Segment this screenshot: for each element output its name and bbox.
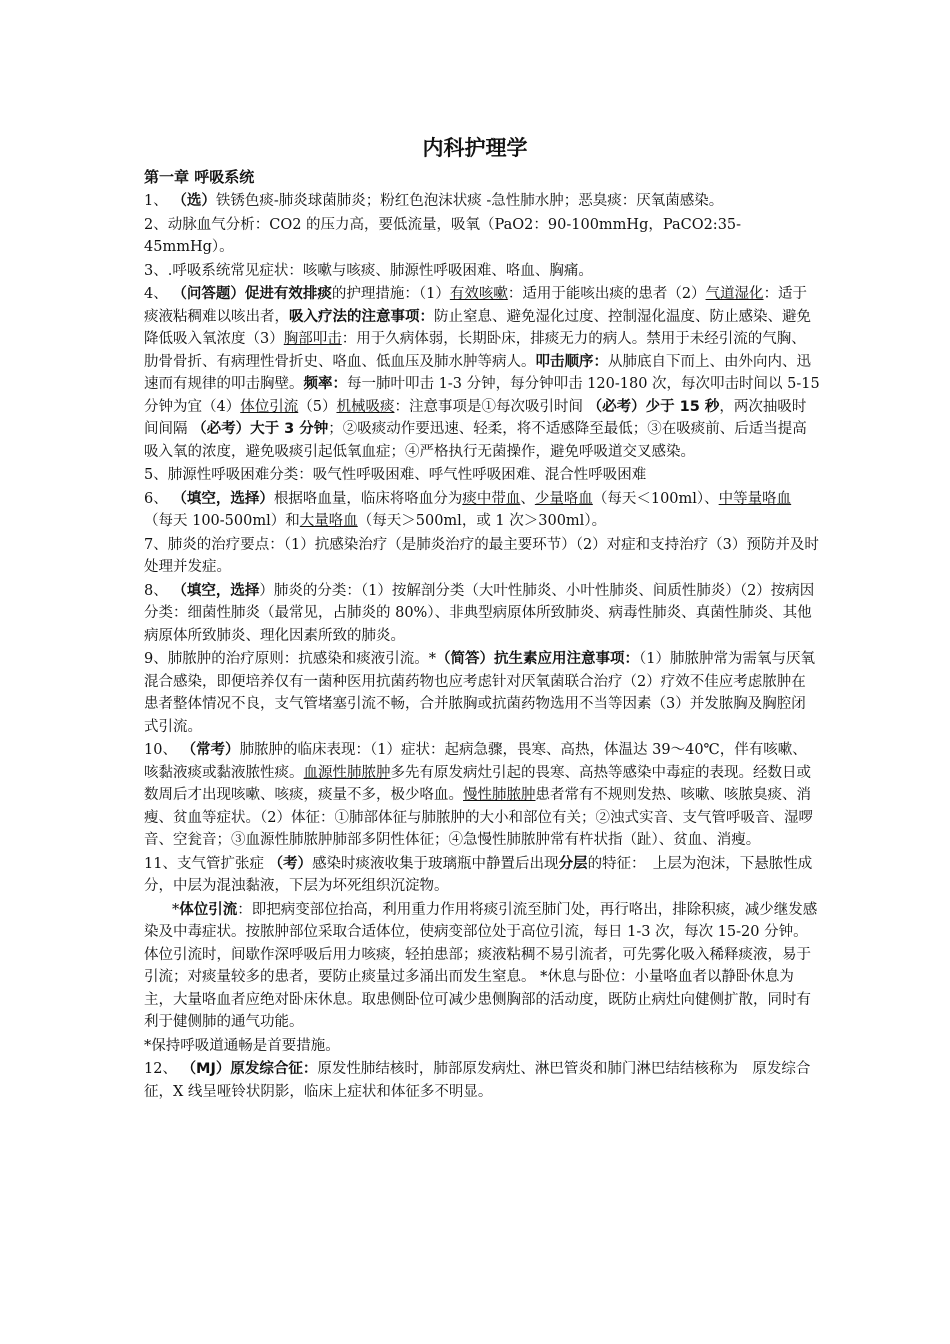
text-run: 原发性肺结核时，肺部原发病灶、淋巴管炎和肺门淋巴结结核称为 原发综合征，X 线呈哑铃状阴影，临床上症状和体征多不明显。: [144, 1061, 811, 1100]
chapter-heading: 第一章 呼吸系统: [144, 168, 255, 186]
bold-text: （必考）少于 15 秒: [587, 398, 720, 415]
bold-text: （常考）: [181, 742, 240, 758]
bold-text: 分层: [558, 855, 588, 872]
text-run: （5）: [298, 398, 337, 415]
underlined-text: 血源性肺脓肿: [303, 764, 391, 781]
paragraph: [144, 1035, 820, 1058]
bold-text: （选）: [172, 193, 216, 209]
text-run: 感染时痰液收集于玻璃瓶中静置后出现: [312, 855, 559, 872]
text-run: 每一肺叶叩击 1-3 分钟，每分钟叩击 120-180 次，每次叩击时间以 5-15 分钟为宜（4）: [144, 376, 820, 415]
text-run: 、: [520, 490, 535, 507]
underlined-text: 大量咯血: [299, 513, 358, 529]
paragraph: [144, 464, 820, 487]
text-run: 3、.呼吸系统常见症状：咳嗽与咳痰、肺源性呼吸困难、咯血、胸痛。: [144, 262, 593, 279]
text-run: ，两次抽吸时间间隔: [144, 398, 807, 437]
text-run: 患者常有不规则发热、咳嗽、咳脓臭痰、消瘦、贫血等症状。（2）体征：①肺部体征与肺脓肿的大小和部位有关；②浊式实音、支气管呼吸音、湿啰音、空瓮音；③血源性肺脓肿肺部多阴性体征；④急慢性肺脓肿常有杵状指（趾）、贫血、消瘦。: [144, 787, 813, 848]
text-run: （1）肺脓肿常为需氧与厌氧混合感染，即便培养仅有一菌种医用抗菌药物也应考虑针对厌氧菌联合治疗（2）疗效不佳应考虑脓肿在患者整体情况不良，支气管堵塞引流不畅，合并脓胸或抗菌药物选用不当等因素（3）并发脓胸及胸腔闭式引流。: [144, 651, 815, 735]
text-run: 从肺底自下而上、由外向内、迅速而有规律的叩击胸壁。: [144, 353, 811, 392]
text-run: 8、: [144, 582, 173, 599]
text-run: （每天 100-500ml）和: [144, 513, 300, 529]
bold-text: （填空，选择）: [172, 490, 274, 507]
text-run: 4、: [144, 286, 173, 302]
underlined-text: 中等量咯血: [718, 490, 792, 507]
bold-text: （问答题）促进有效排痰: [172, 286, 332, 302]
paragraph: [144, 534, 820, 579]
bold-text: （简答）抗生素应用注意事项：: [435, 651, 639, 667]
text-run: 的护理措施：（1）: [331, 286, 450, 302]
paragraph: [144, 899, 820, 1034]
underlined-text: 少量咯血: [534, 490, 593, 507]
text-run: 的特征： 上层为泡沫，下悬脓性成分，中层为混浊黏液，下层为坏死组织沉淀物。: [144, 855, 813, 894]
text-run: 9、肺脓肿的治疗原则：抗感染和痰液引流。*: [144, 651, 436, 667]
paragraph: [144, 214, 820, 259]
text-run: ：即把病变部位抬高，利用重力作用将痰引流至肺门处，再行咯出，排除积痰，减少继发感染及中毒症状。按脓肿部位采取合适体位，使病变部位处于高位引流，每日 1-3 次，每次 15-20 分钟。体位引流时，间歇作深呼吸后用力咳痰，轻拍患部；痰液粘稠不易引流者，可先雾化吸入稀释痰液，易于引流；对痰量较多的患者，要防止痰量过多涌出而发生窒息。 *休息与卧位：小量咯血者以静卧休息为主，大量咯血者应绝对卧床休息。取患侧卧位可减少患侧胸部的活动度，既防止病灶向健侧扩散，同时有利于健侧肺的通气功能。: [144, 901, 818, 1030]
text-run: 1、: [144, 193, 173, 209]
text-run: 11、支气管扩张症: [144, 855, 269, 872]
paragraph: [144, 580, 820, 648]
text-run: 铁锈色痰-肺炎球菌肺炎；粉红色泡沫状痰 -急性肺水肿；恶臭痰：厌氧菌感染。: [215, 193, 724, 209]
paragraph: [144, 190, 820, 213]
text-run: ：用于久病体弱，长期卧床，排痰无力的病人。禁用于未经引流的气胸、肋骨骨折、有病理性骨折史、咯血、低血压及肺水肿等病人。: [144, 331, 806, 370]
underlined-text: 机械吸痰: [336, 398, 395, 415]
document-body: [144, 190, 820, 1104]
paragraph: [144, 488, 820, 533]
text-run: ：注意事项是①每次吸引时间: [394, 398, 588, 415]
paragraph: [144, 739, 820, 852]
paragraph: [144, 260, 820, 283]
text-run: ）肺炎的分类：（1）按解剖分类（大叶性肺炎、小叶性肺炎、间质性肺炎）（2）按病因分类：细菌性肺炎（最常见，占肺炎的 80%）、非典型病原体所致肺炎、病毒性肺炎、真菌性肺炎、其他病原体所致肺炎、理化因素所致的肺炎。: [144, 582, 815, 644]
bold-text: 吸入疗法的注意事项：: [289, 308, 434, 325]
bold-text: 叩击顺序：: [535, 353, 608, 370]
text-run: 2、动脉血气分析：CO2 的压力高，要低流量，吸氧（PaO2：90-100mmHg，PaCO2:35-45mmHg）。: [144, 216, 742, 255]
text-run: （每天＞500ml，或 1 次＞300ml）。: [357, 513, 607, 529]
text-run: 7、肺炎的治疗要点：（1）抗感染治疗（是肺炎治疗的最主要环节）（2）对症和支持治疗（3）预防并及时处理并发症。: [144, 536, 819, 575]
text-run: 6、: [144, 490, 173, 507]
paragraph: [144, 283, 820, 463]
text-run: 5、肺源性呼吸困难分类：吸气性呼吸困难、呼气性呼吸困难、混合性呼吸困难: [144, 467, 647, 483]
underlined-text: 胸部叩击: [283, 331, 342, 347]
text-run: 肺脓肿的临床表现：（1）症状：起病急骤，畏寒、高热，体温达 39～40℃，伴有咳嗽、咳黏液痰或黏液脓性痰。: [144, 742, 807, 781]
paragraph: [144, 1058, 820, 1103]
bold-text: （填空，选择: [172, 582, 260, 599]
paragraph: [144, 853, 820, 898]
text-run: 多先有原发病灶引起的畏寒、高热等感染中毒症的表现。经数日或数周后才出现咳嗽、咳痰，痰量不多，极少咯血。: [144, 764, 811, 803]
text-run: （每天＜100ml）、: [592, 490, 719, 507]
text-run: ：适用于能咳出痰的患者（2）: [507, 286, 706, 302]
text-run: 根据咯血量，临床将咯血分为: [273, 490, 463, 507]
bold-text: 频率：: [303, 376, 347, 392]
underlined-text: 体位引流: [240, 398, 299, 415]
paragraph: [144, 648, 820, 738]
bold-text: 体位引流: [179, 901, 238, 918]
text-run: 防止窒息、避免湿化过度、控制湿化温度、防止感染、避免降低吸入氧浓度（3）: [144, 308, 811, 347]
text-run: ；②吸痰动作要迅速、轻柔，将不适感降至最低；③在吸痰前、后适当提高吸入氧的浓度，避免吸痰引起低氧血症；④严格执行无菌操作，避免呼吸道交叉感染。: [144, 421, 807, 460]
underlined-text: 有效咳嗽: [449, 286, 508, 302]
text-run: ：适于痰液粘稠难以咳出者，: [144, 286, 808, 325]
bold-text: （MJ）原发综合征：: [181, 1061, 318, 1077]
text-run: *: [172, 901, 180, 918]
bold-text: （必考）大于 3 分钟: [192, 421, 329, 437]
text-run: 10、: [144, 742, 182, 758]
underlined-text: 慢性肺脓肿: [463, 787, 536, 803]
document-title: 内科护理学: [422, 136, 528, 160]
text-run: 12、: [144, 1061, 182, 1077]
text-run: *保持呼吸道通畅是首要措施。: [144, 1037, 340, 1054]
underlined-text: 气道湿化: [705, 286, 764, 302]
underlined-text: 痰中带血: [462, 490, 521, 507]
bold-text: （考）: [268, 855, 313, 872]
